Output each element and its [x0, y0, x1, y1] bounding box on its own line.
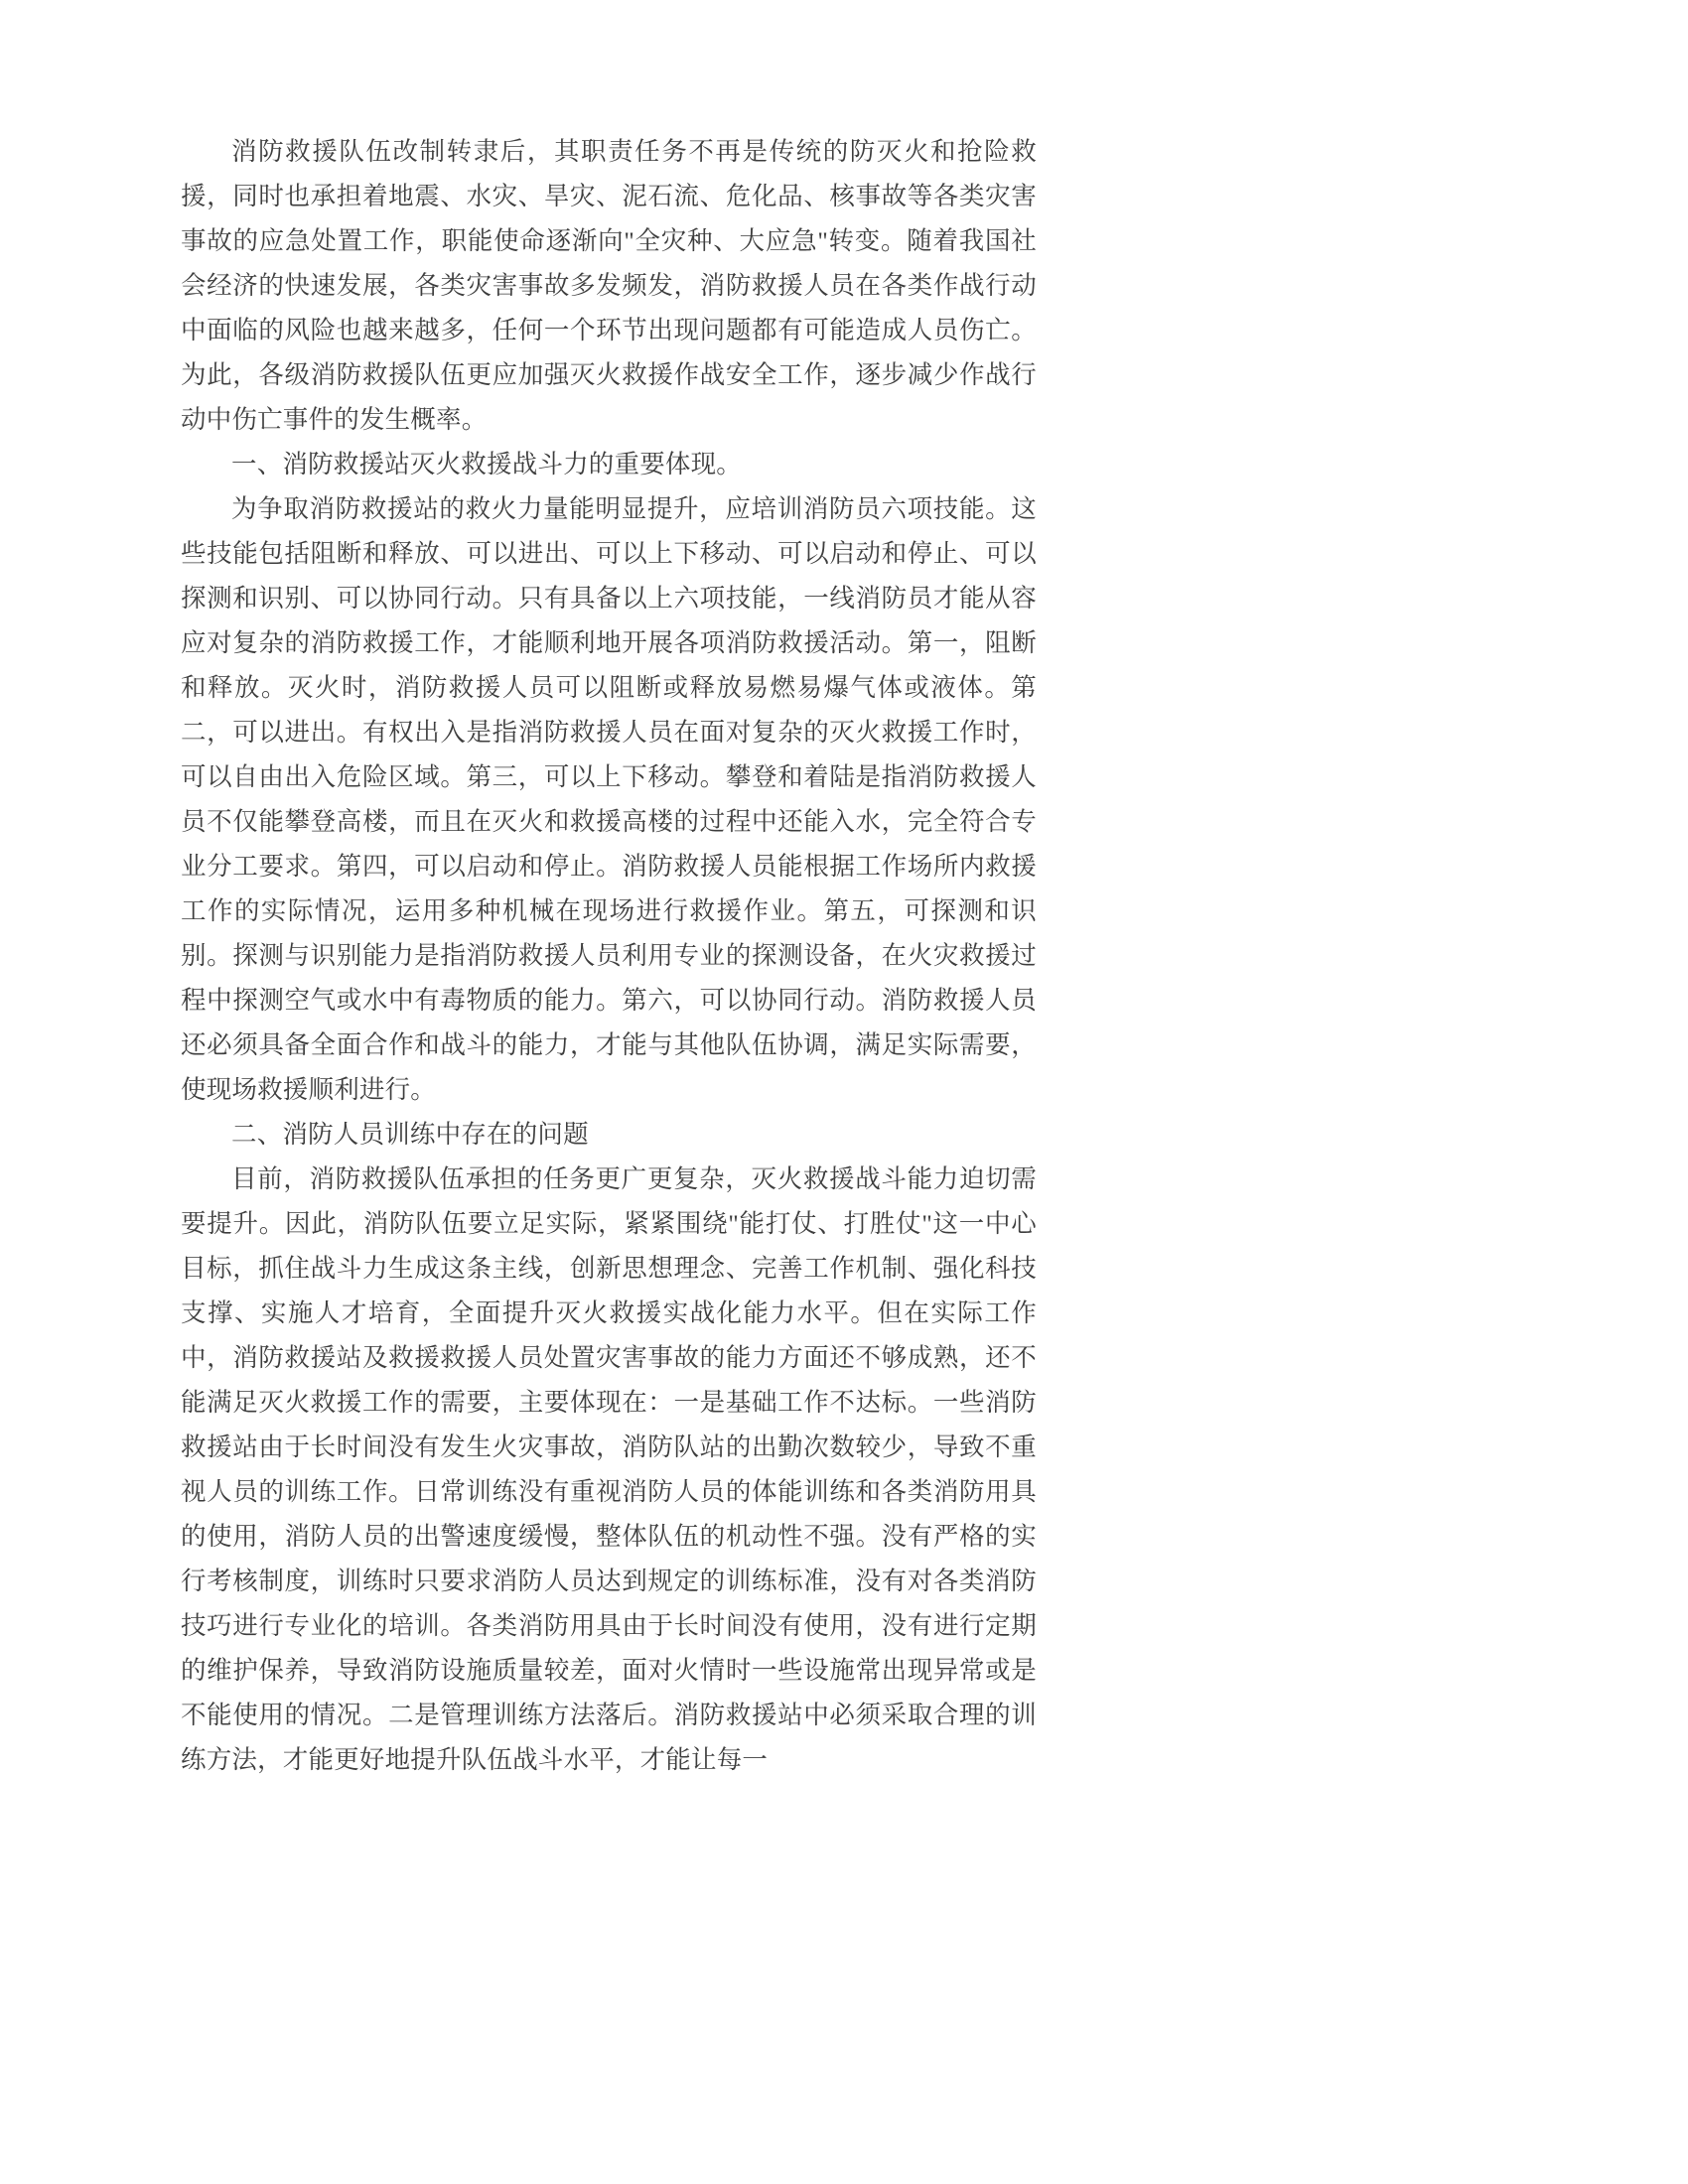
- section-heading-one: 一、消防救援站灭火救援战斗力的重要体现。: [231, 450, 743, 478]
- paragraph-intro: 消防救援队伍改制转隶后，其职责任务不再是传统的防灭火和抢险救援，同时也承担着地震、水灾、旱灾、泥石流、危化品、核事故等各类灾害事故的应急处置工作，职能使命逐渐向"全灾种、大应急"转变。随着我国社会经济的快速发展，各类灾害事故多发频发，消防救援人员在各类作战行动中面临的风险也越来越多，任何一个环节出现问题都有可能造成人员伤亡。为此，各级消防救援队伍更应加强灭火救援作战安全工作，逐步减少作战行动中伤亡事件的发生概率。: [181, 137, 1037, 434]
- paragraph-training-problems: 目前，消防救援队伍承担的任务更广更复杂，灭火救援战斗能力迫切需要提升。因此，消防队伍要立足实际，紧紧围绕"能打仗、打胜仗"这一中心目标，抓住战斗力生成这条主线，创新思想理念、完善工作机制、强化科技支撑、实施人才培育，全面提升灭火救援实战化能力水平。但在实际工作中，消防救援站及救援救援人员处置灾害事故的能力方面还不够成熟，还不能满足灭火救援工作的需要，主要体现在：一是基础工作不达标。一些消防救援站由于长时间没有发生火灾事故，消防队站的出勤次数较少，导致不重视人员的训练工作。日常训练没有重视消防人员的体能训练和各类消防用具的使用，消防人员的出警速度缓慢，整体队伍的机动性不强。没有严格的实行考核制度，训练时只要求消防人员达到规定的训练标准，没有对各类消防技巧进行专业化的培训。各类消防用具由于长时间没有使用，没有进行定期的维护保养，导致消防设施质量较差，面对火情时一些设施常出现异常或是不能使用的情况。二是管理训练方法落后。消防救援站中必须采取合理的训练方法，才能更好地提升队伍战斗水平，才能让每一: [181, 1164, 1037, 1774]
- paragraph-six-skills: 为争取消防救援站的救火力量能明显提升，应培训消防员六项技能。这些技能包括阻断和释放、可以进出、可以上下移动、可以启动和停止、可以探测和识别、可以协同行动。只有具备以上六项技能，一线消防员才能从容应对复杂的消防救援工作，才能顺利地开展各项消防救援活动。第一，阻断和释放。灭火时，消防救援人员可以阻断或释放易燃易爆气体或液体。第二，可以进出。有权出入是指消防救援人员在面对复杂的灭火救援工作时，可以自由出入危险区域。第三，可以上下移动。攀登和着陆是指消防救援人员不仅能攀登高楼，而且在灭火和救援高楼的过程中还能入水，完全符合专业分工要求。第四，可以启动和停止。消防救援人员能根据工作场所内救援工作的实际情况，运用多种机械在现场进行救援作业。第五，可探测和识别。探测与识别能力是指消防救援人员利用专业的探测设备，在火灾救援过程中探测空气或水中有毒物质的能力。第六，可以协同行动。消防救援人员还必须具备全面合作和战斗的能力，才能与其他队伍协调，满足实际需要，使现场救援顺利进行。: [181, 494, 1037, 1104]
- document-body: [181, 129, 1037, 1782]
- section-heading-two: 二、消防人员训练中存在的问题: [231, 1120, 589, 1149]
